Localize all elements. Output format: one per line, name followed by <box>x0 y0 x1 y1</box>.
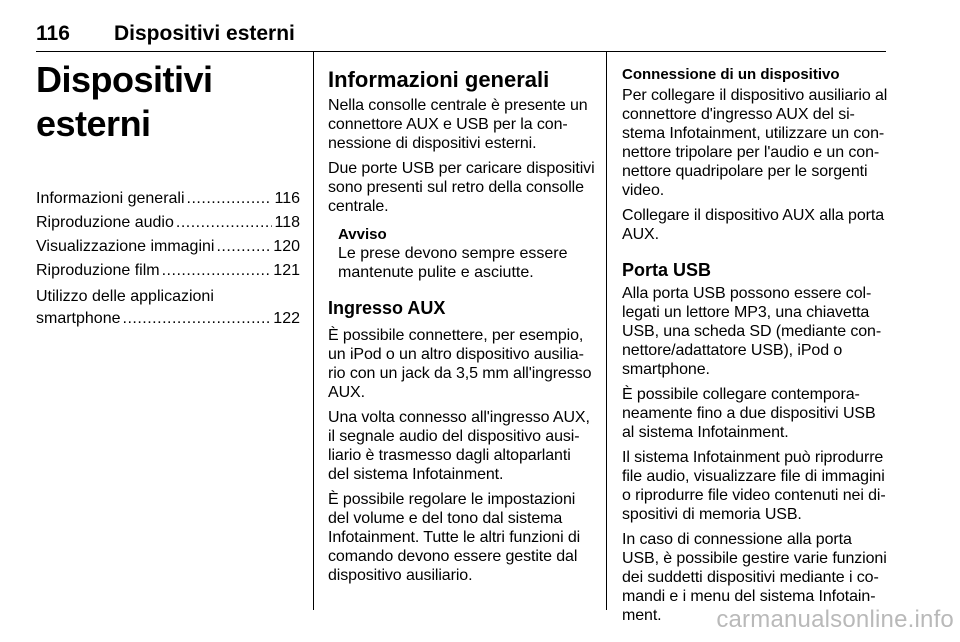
column-middle <box>328 52 596 585</box>
toc-entry-page: 116 <box>274 190 300 207</box>
notice-box <box>338 226 596 282</box>
toc-entry[interactable] <box>36 286 300 330</box>
toc-entry-page: 118 <box>274 214 300 231</box>
subsection-title-connection: Connessione di un dispositivo <box>622 66 840 83</box>
toc-entry-page: 121 <box>273 262 300 279</box>
notice-text: Le prese devono sempre essere mantenute pulite e asciutte. <box>338 245 568 281</box>
paragraph: Il sistema Infotainment può riprodurre file audio, visualizzare file di immagini o riprodurre file video contenuti nei dispositivi di memoria USB. <box>622 449 886 523</box>
table-of-contents <box>36 188 300 330</box>
toc-leader <box>123 308 272 330</box>
toc-entry-label: Visualizzazione immagini <box>36 238 215 255</box>
column-divider <box>606 52 607 610</box>
section-title-general: Informazioni generali <box>328 67 550 92</box>
paragraph: È possibile collegare contemporaneamente fino a due dispositivi USB al sistema Infotainment. <box>622 386 876 441</box>
chapter-title: Dispositivi esterni <box>36 59 213 144</box>
section-title-aux: Ingresso AUX <box>328 298 446 318</box>
watermark: carmanualsonline.info <box>716 606 954 633</box>
running-title: Dispositivi esterni <box>114 22 295 45</box>
toc-entry[interactable] <box>36 260 300 282</box>
toc-entry-page: 122 <box>273 310 300 327</box>
toc-entry-label: Riproduzione audio <box>36 214 174 231</box>
notice-title: Avviso <box>338 226 387 243</box>
toc-entry-label: Riproduzione film <box>36 262 160 279</box>
toc-entry-label: smartphone <box>36 310 121 327</box>
column-divider <box>313 52 314 610</box>
page-number: 116 <box>36 22 70 45</box>
toc-entry-label-line1: Utilizzo delle applicazioni <box>36 288 214 305</box>
toc-leader <box>176 212 273 234</box>
column-left <box>36 52 300 332</box>
toc-leader <box>187 188 273 210</box>
toc-entry-label: Informazioni generali <box>36 190 185 207</box>
column-right <box>622 52 890 625</box>
paragraph: Nella consolle centrale è presente un connettore AUX e USB per la connessione di dispositivi esterni. <box>328 97 588 152</box>
paragraph: Alla porta USB possono essere collegati un lettore MP3, una chiavetta USB, una scheda SD (mediante connettore/adattatore USB), iPod o smartphone. <box>622 285 882 378</box>
toc-entry[interactable] <box>36 236 300 258</box>
paragraph: Collegare il dispositivo AUX alla porta AUX. <box>622 207 885 243</box>
paragraph: È possibile regolare le impostazioni del volume e del tono dal sistema Infotainment. Tutte le altri funzioni di comando devono essere gestite dal dispositivo ausiliario. <box>328 491 581 584</box>
paragraph: Una volta connesso all'ingresso AUX, il segnale audio del dispositivo ausiliario è trasmesso dagli altoparlanti del sistema Infotainment. <box>328 409 590 483</box>
toc-entry[interactable] <box>36 188 300 210</box>
page-header <box>36 8 886 52</box>
paragraph: Due porte USB per caricare dispositivi sono presenti sul retro della consolle centrale. <box>328 160 595 215</box>
toc-leader <box>216 236 271 258</box>
toc-entry-page: 120 <box>273 238 300 255</box>
paragraph: Per collegare il dispositivo ausiliario al connettore d'ingresso AUX del sistema Infotainment, utilizzare un connettore tripolare per l'audio e un connettore quadripolare per le sorgenti video. <box>622 87 888 199</box>
toc-leader <box>162 260 272 282</box>
paragraph: In caso di connessione alla porta USB, è possibile gestire varie funzioni dei suddetti dispositivi mediante i comandi e i menu del sistema Infotainment. <box>622 531 887 624</box>
toc-entry[interactable] <box>36 212 300 234</box>
paragraph: È possibile connettere, per esempio, un iPod o un altro dispositivo ausiliario con un jack da 3,5 mm all'ingresso AUX. <box>328 327 592 401</box>
section-title-usb: Porta USB <box>622 260 712 280</box>
